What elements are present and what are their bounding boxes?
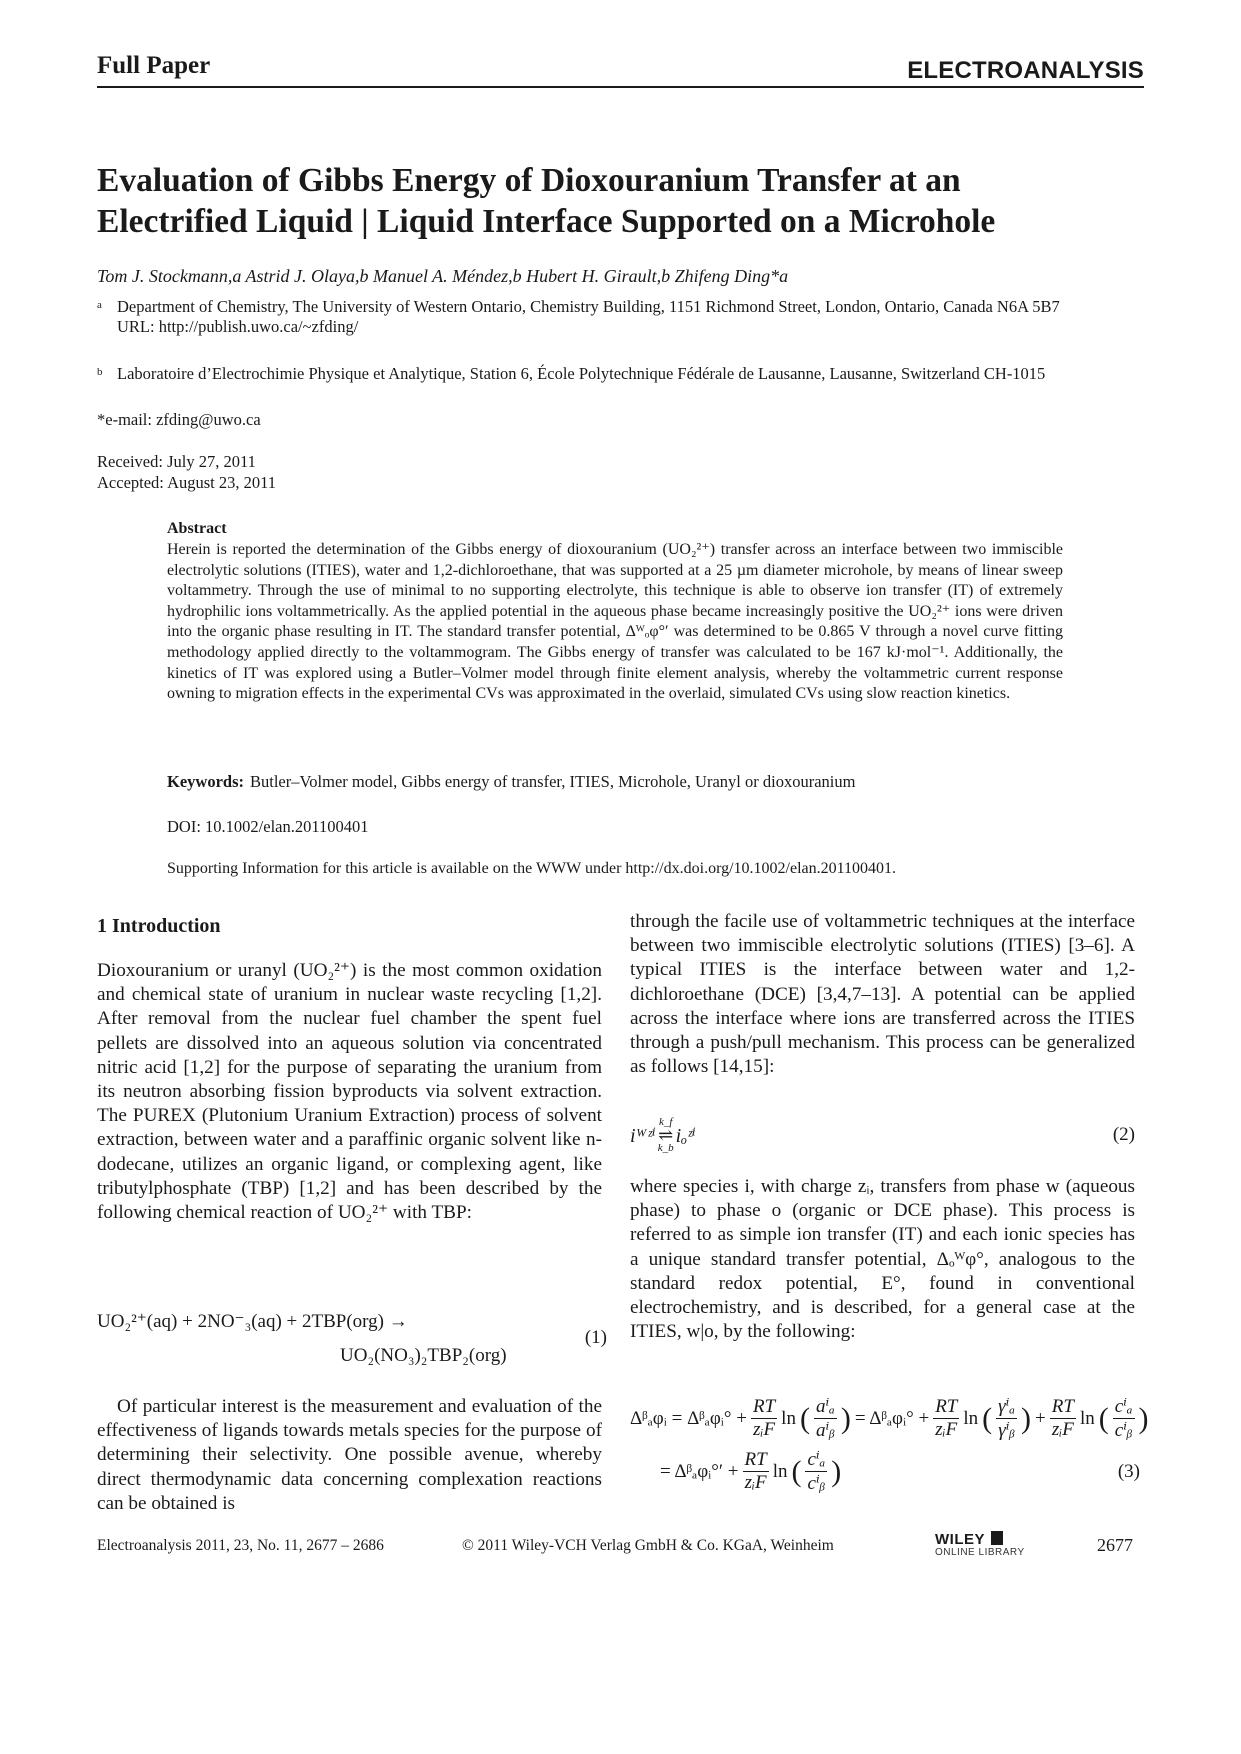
- article-title: [97, 160, 1157, 242]
- keywords-label: Keywords:: [167, 772, 244, 791]
- intro-paragraph-1: [97, 959, 602, 1225]
- paragraph-text: Of particular interest is the measurement and evaluation of the effectiveness of ligands towards metals species for the purpose of determining their selectivity. One possible avenue, whereby direct thermodynamic data concerning complexation reactions can be obtained is: [97, 1396, 602, 1514]
- equation-1: [97, 1305, 607, 1373]
- paren-close-icon: ): [840, 1401, 851, 1435]
- equation-1-number: (1): [584, 1327, 607, 1348]
- title-line-2: Electrified Liquid | Liquid Interface Supported on a Microhole: [97, 203, 996, 240]
- affiliation-a: [97, 297, 1147, 337]
- paren-close-icon: ): [831, 1454, 842, 1488]
- plus-symbol: +: [1035, 1407, 1046, 1429]
- ln-symbol: ln: [963, 1407, 979, 1429]
- article-dates: [97, 451, 276, 493]
- fraction-rt-zf: $\frac{RT}{\text{zᵢF}}$: [935, 1396, 958, 1440]
- paragraph-text: Dioxouranium or uranyl (UO₂²⁺) is the most common oxidation and chemical state of uranium in nuclear waste recycling [1,2]. After removal from the nuclear fuel chamber the spent fuel pellets are dissolved into an aqueous solution via concentrated nitric acid [1,2] for the purpose of separating the uranium from its neutron absorbing fission byproducts via solvent extraction. The PUREX (Plutonium Uranium Extraction) process of solvent extraction, between water and a paraffinic organic solvent like n-dodecane, utilizes an organic ligand, or complexing agent, like tributylphosphate (TBP) [1,2] and has been described by the following chemical reaction of UO₂²⁺ with TBP:: [97, 960, 602, 1224]
- received-date: Received: July 27, 2011: [97, 452, 256, 471]
- fraction-concentration: $\frac{\text{cⁱₐ}}{\text{cⁱᵦ}}$: [807, 1449, 826, 1494]
- equation-2-number: (2): [1112, 1124, 1135, 1145]
- equation-2: [630, 1116, 1135, 1154]
- paragraph-text: through the facile use of voltammetric techniques at the interface between two immiscible electrolytic solutions (ITIES) [3–6]. A typical ITIES is the interface between water and 1,2-dichloroethane (DCE) [3,4,7–13]. A potential can be applied across the interface where ions are transferred across the ITIES through a push/pull mechanism. This process can be generalized as follows [14,15]:: [630, 911, 1135, 1078]
- intro-paragraph-3: [630, 910, 1135, 1079]
- abstract-body: Herein is reported the determination of the Gibbs energy of dioxouranium (UO₂²⁺) transfer across an interface between two immiscible electrolytic solutions (ITIES), water and 1,2-dichloroethane, that was supported at a 25 µm diameter microhole, by means of linear sweep voltammetry. Through the use of minimal to no supporting electrolyte, this technique is able to observe ion transfer (IT) of extremely hydrophilic ions voltammetrically. As the applied potential in the aqueous phase became increasingly positive the UO₂²⁺ ions were driven into the organic phase resulting in IT. The standard transfer potential, Δᵂₒφ°′ was determined to be 0.865 V through a novel curve fitting methodology applied directly to the voltammogram. The Gibbs energy of transfer was calculated to be 167 kJ·mol⁻¹. Additionally, the kinetics of IT was explored using a Butler–Volmer model through finite element analysis, whereby the voltammetric current response owning to migration effects in the experimental CVs was approximated in the overlaid, simulated CVs using slow reaction kinetics.: [167, 541, 1063, 703]
- keywords: [167, 772, 1067, 792]
- equation-1-line-2: UO₂(NO₃)₂TBP₂(org): [340, 1345, 507, 1366]
- backward-rate-label: k_b: [657, 1142, 674, 1154]
- forward-rate-label: k_f: [659, 1116, 673, 1128]
- supporting-info-note: Supporting Information for this article is available on the WWW under http://dx.doi.org/10.1002/elan.201100401.: [167, 860, 897, 877]
- equation-3-lhs: Δᵝₐφᵢ = Δᵝₐφᵢ° +: [630, 1407, 747, 1429]
- affiliation-text: Laboratoire d’Electrochimie Physique et Analytique, Station 6, École Polytechnique Fédérale de Lausanne, Lausanne, Switzerland CH-1015: [117, 364, 1046, 383]
- wiley-logo-subtext: ONLINE LIBRARY: [935, 1547, 1025, 1558]
- equation-3-line-2: [630, 1448, 1170, 1495]
- wiley-logo-text: WILEY: [935, 1531, 985, 1548]
- corresponding-email: *e-mail: zfding@uwo.ca: [97, 410, 261, 429]
- doi[interactable]: DOI: 10.1002/elan.201100401: [167, 817, 369, 836]
- journal-name-header: ELECTROANALYSIS: [907, 57, 1144, 84]
- affiliation-url[interactable]: URL: http://publish.uwo.ca/~zfding/: [117, 317, 359, 336]
- paren-open-icon: (: [1098, 1401, 1109, 1435]
- abstract-heading: Abstract: [167, 520, 227, 537]
- fraction-concentration: $\frac{\text{cⁱₐ}}{\text{cⁱᵦ}}$: [1114, 1396, 1133, 1441]
- wiley-logo: [935, 1531, 1025, 1558]
- paren-close-icon: ): [1021, 1401, 1032, 1435]
- fraction-gamma: $\frac{\text{γⁱₐ}}{\text{γⁱᵦ}}$: [998, 1396, 1016, 1441]
- fraction-rt-zf: $\frac{RT}{\text{zᵢF}}$: [1051, 1396, 1074, 1440]
- equation-1-line-1: UO₂²⁺(aq) + 2NO⁻₃(aq) + 2TBP(org) →: [97, 1311, 408, 1332]
- footer-journal-citation: Electroanalysis 2011, 23, No. 11, 2677 – 2686: [97, 1537, 384, 1554]
- fraction-rt-zf: $\frac{RT}{\text{zᵢF}}$: [744, 1449, 767, 1493]
- affiliation-text: Department of Chemistry, The University of Western Ontario, Chemistry Building, 1151 Richmond Street, London, Ontario, Canada N6A 5B7: [117, 297, 1060, 316]
- ln-symbol: ln: [772, 1460, 788, 1482]
- ln-symbol: ln: [1079, 1407, 1095, 1429]
- equilibrium-arrows: [658, 1116, 674, 1154]
- affiliation-b: [97, 364, 1147, 384]
- fraction-activity: $\frac{\text{aⁱₐ}}{\text{aⁱᵦ}}$: [815, 1396, 835, 1441]
- header-section-label: Full Paper: [97, 52, 211, 79]
- paren-open-icon: (: [982, 1401, 993, 1435]
- equation-3-number: (3): [1117, 1460, 1140, 1482]
- equation-3-line-1: [630, 1395, 1170, 1442]
- equation-3-line-2-lhs: = Δᵝₐφᵢ°′ +: [660, 1460, 739, 1482]
- author-list: Tom J. Stockmann,a Astrid J. Olaya,b Manuel A. Méndez,b Hubert H. Girault,b Zhifeng Ding*a: [97, 266, 789, 286]
- fraction-rt-zf: $\frac{RT}{\text{zᵢF}}$: [752, 1396, 776, 1440]
- book-icon: [991, 1531, 1003, 1545]
- equation-3: [630, 1395, 1170, 1495]
- page-number: 2677: [1097, 1535, 1133, 1555]
- intro-paragraph-2: [97, 1395, 602, 1516]
- accepted-date: Accepted: August 23, 2011: [97, 473, 277, 492]
- paren-open-icon: (: [799, 1401, 810, 1435]
- section-heading: 1 Introduction: [97, 915, 221, 937]
- paragraph-text: where species i, with charge zᵢ, transfers from phase w (aqueous phase) to phase o (organic or DCE phase). This process is referred to as simple ion transfer (IT) and each ionic species has a unique standard transfer potential, Δₒᵂφ°, analogous to the standard redox potential, E°, found in conventional electrochemistry, and is described, for a general case at the ITIES, w|o, by the following:: [630, 1176, 1135, 1343]
- equilibrium-arrow-icon: ⇌: [658, 1125, 674, 1145]
- header-rule: [97, 86, 1144, 88]
- affiliation-mark: a: [97, 299, 102, 311]
- keywords-text: Butler–Volmer model, Gibbs energy of transfer, ITIES, Microhole, Uranyl or dioxouranium: [250, 772, 856, 791]
- paren-open-icon: (: [791, 1454, 802, 1488]
- ln-symbol: ln: [781, 1407, 796, 1429]
- affiliation-mark: b: [97, 366, 103, 378]
- title-line-1: Evaluation of Gibbs Energy of Dioxouranium Transfer at an: [97, 162, 961, 199]
- paren-close-icon: ): [1138, 1401, 1149, 1435]
- intro-paragraph-4: [630, 1175, 1135, 1344]
- equation-2-left-species: iᵂᶻⁱ: [630, 1124, 656, 1147]
- footer-copyright: © 2011 Wiley-VCH Verlag GmbH & Co. KGaA, Weinheim: [462, 1537, 834, 1554]
- equation-2-right-species: iₒᶻⁱ: [675, 1124, 696, 1147]
- equation-3-mid: = Δᵝₐφᵢ° +: [854, 1407, 930, 1429]
